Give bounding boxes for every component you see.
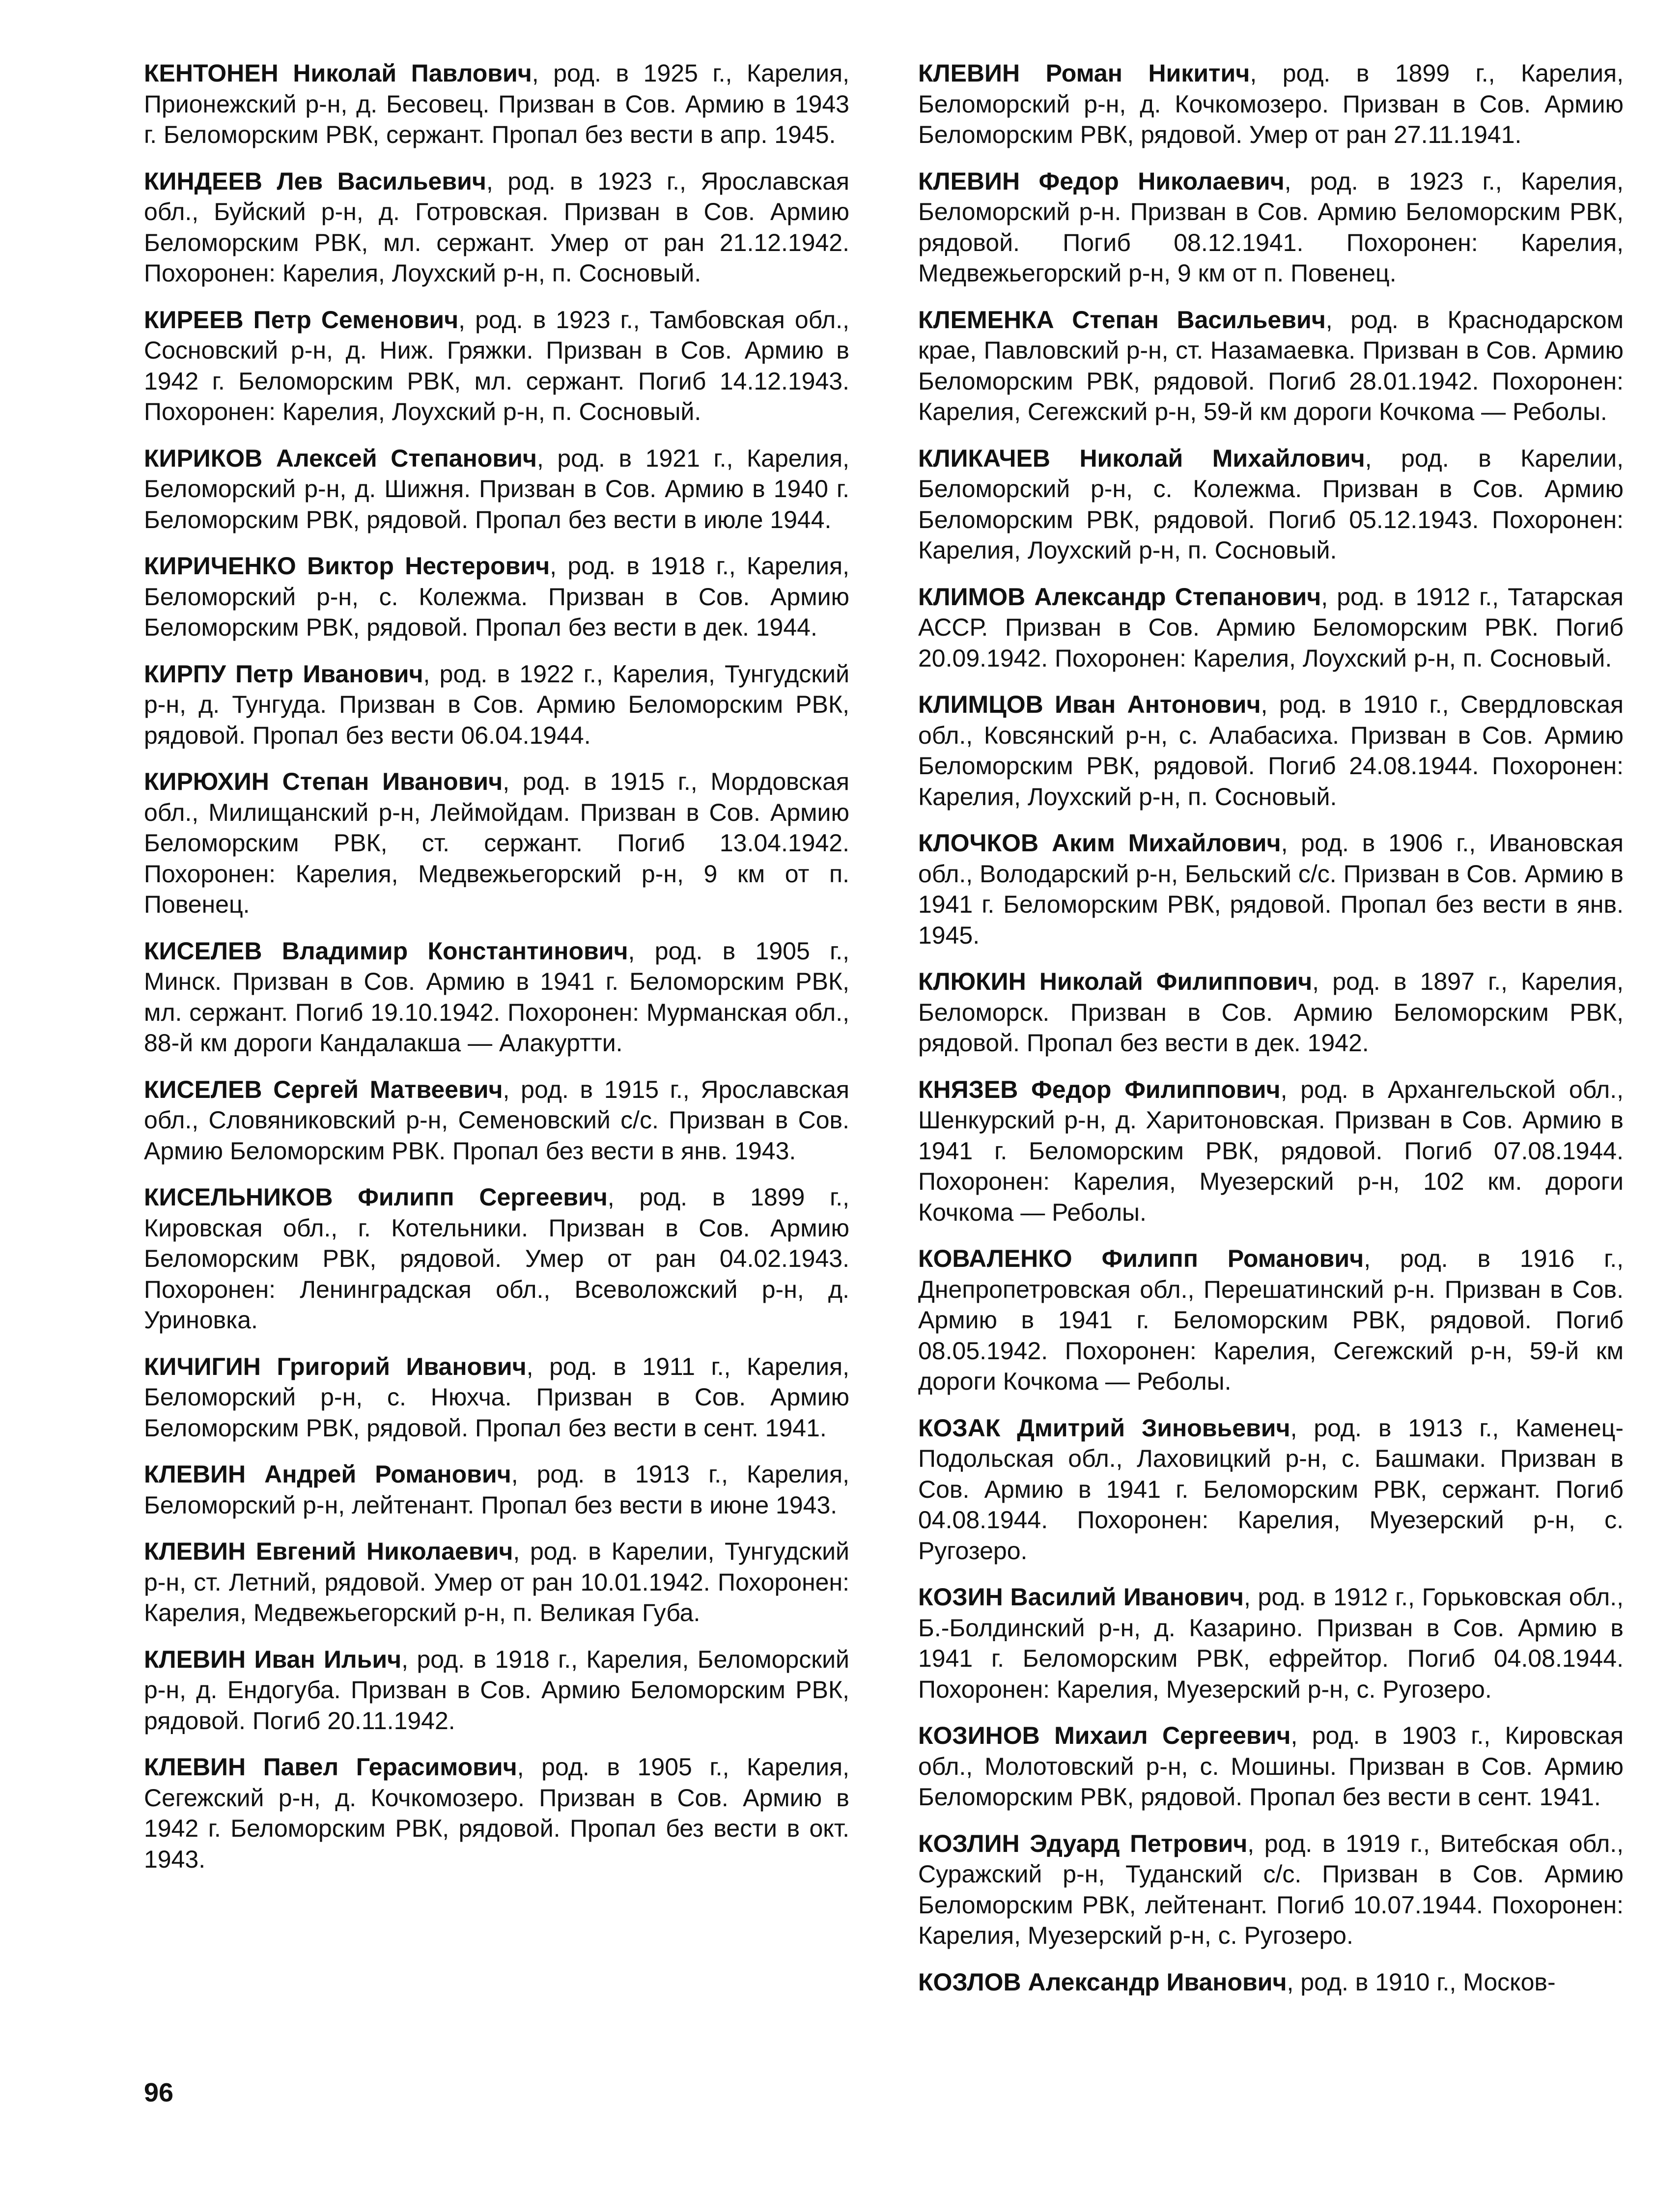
left-column — [144, 58, 849, 1890]
entry — [144, 766, 849, 920]
entry-name: КИЧИГИН Григорий Иванович — [144, 1352, 527, 1380]
entry — [144, 305, 849, 427]
entry-name: КИСЕЛЕВ Сергей Матвеевич — [144, 1075, 503, 1103]
entry-text: , род. в 1922 г., Карелия, Тунгудский р-н, д. Тунгуда. Призван в Сов. Армию Беломорским РВК, рядовой. Пропал без вести 06.04.1944. — [144, 660, 850, 749]
entry-text: , род. в 1910 г., Москов- — [1287, 1968, 1556, 1996]
entry-text: , род. в 1905 г., Минск. Призван в Сов. Армию в 1941 г. Беломорским РВК, мл. сержант. Погиб 19.10.1942. Похоронен: Мурманская обл., 88-й км дороги Кандалакша — Алакуртти. — [144, 937, 849, 1057]
entry-name: КИРЮХИН Степан Иванович — [144, 768, 503, 795]
page-number: 96 — [144, 2078, 174, 2107]
entry-text: , род. в 1912 г., Татарская АССР. Призван в Сов. Армию Беломорским РВК. Погиб 20.09.1942. Похоронен: Карелия, Лоухский р-н, п. Сосновый. — [918, 583, 1624, 672]
entry — [918, 58, 1624, 150]
entry-name: КЛИМОВ Александр Степанович — [918, 583, 1321, 611]
entry — [918, 689, 1624, 812]
entry-name: КОЗАК Дмитрий Зиновьевич — [918, 1414, 1290, 1442]
entry-text: , род. в Карелии, Беломорский р-н, с. Колежма. Призван в Сов. Армию Беломорским РВК, рядовой. Погиб 05.12.1943. Похоронен: Карелия, Лоухский р-н, п. Сосновый. — [918, 444, 1624, 564]
entry-name: КЛЕВИН Роман Никитич — [918, 59, 1250, 87]
entry — [918, 1720, 1624, 1813]
entry-name: КЛОЧКОВ Аким Михайлович — [918, 829, 1281, 857]
entry — [144, 443, 849, 535]
entry — [918, 966, 1624, 1059]
entry — [918, 1967, 1624, 1998]
entry-text: , род. в 1925 г., Карелия, Прионежский р-н, д. Бесовец. Призван в Сов. Армию в 1943 г. Беломорским РВК, сержант. Пропал без вести в апр. 1945. — [144, 59, 849, 148]
entry-name: КОЗИНОВ Михаил Сергеевич — [918, 1722, 1291, 1749]
entry-name: КИНДЕЕВ Лев Васильевич — [144, 167, 486, 195]
entry — [918, 1582, 1624, 1705]
entry — [144, 936, 849, 1059]
entry-text: , род. в 1923 г., Ярославская обл., Буйский р-н, д. Готровская. Призван в Сов. Армию Беломорским РВК, мл. сержант. Умер от ран 21.12.1942. Похоронен: Карелия, Лоухский р-н, п. Сосновый. — [144, 167, 849, 287]
entry-text: , род. в 1915 г., Ярославская обл., Словяниковский р-н, Семеновский с/с. Призван в Сов. Армию Беломорским РВК. Пропал без вести в янв. 1943. — [144, 1075, 849, 1165]
entry-name: КЛЕВИН Евгений Николаевич — [144, 1538, 513, 1565]
entry — [918, 1828, 1624, 1951]
entry — [918, 1243, 1624, 1397]
entry-text: , род. в 1899 г., Карелия, Беломорский р-н, д. Кочкомозеро. Призван в Сов. Армию Беломорским РВК, рядовой. Умер от ран 27.11.1941. — [918, 59, 1624, 148]
entry-text: , род. в 1916 г., Днепропетровская обл., Перешатинский р-н. Призван в Сов. Армию в 1941 г. Беломорским РВК, рядовой. Погиб 08.05.1942. Похоронен: Карелия, Сегежский р-н, 59-й км дороги Кочкома — Реболы. — [918, 1245, 1624, 1395]
entry-name: КЛЮКИН Николай Филиппович — [918, 968, 1313, 995]
entry-name: КИРЕЕВ Петр Семенович — [144, 306, 459, 334]
entry-text: , род. в 1903 г., Кировская обл., Молотовский р-н, с. Мошины. Призван в Сов. Армию Беломорским РВК, рядовой. Пропал без вести в сент. 1941. — [918, 1722, 1624, 1811]
entry-name: КЛЕВИН Иван Ильич — [144, 1645, 402, 1673]
entry-name: КИРИКОВ Алексей Степанович — [144, 444, 537, 472]
entry — [144, 551, 849, 643]
entry-name: КЛЕВИН Павел Герасимович — [144, 1753, 517, 1781]
entry-name: КЛИКАЧЕВ Николай Михайлович — [918, 444, 1365, 472]
entry-text: , род. в 1923 г., Тамбовская обл., Сосновский р-н, д. Ниж. Гряжки. Призван в Сов. Армию в 1942 г. Беломорским РВК, мл. сержант. Погиб 14.12.1943. Похоронен: Карелия, Лоухский р-н, п. Сосновый. — [144, 306, 849, 425]
entry-name: КОЗЛИН Эдуард Петрович — [918, 1829, 1248, 1857]
entry — [144, 1459, 849, 1520]
entry — [144, 1351, 849, 1444]
entry — [144, 166, 849, 289]
entry-name: КЛЕВИН Андрей Романович — [144, 1460, 511, 1488]
entry-text: , род. в 1899 г., Кировская обл., г. Котельники. Призван в Сов. Армию Беломорским РВК, рядовой. Умер от ран 04.02.1943. Похоронен: Ленинградская обл., Всеволожский р-н, д. Уриновка. — [144, 1183, 849, 1334]
entry — [144, 1182, 849, 1336]
entry — [918, 1413, 1624, 1567]
entry-name: КЛИМЦОВ Иван Антонович — [918, 691, 1261, 718]
entry-name: КЕНТОНЕН Николай Павлович — [144, 59, 532, 87]
entry — [144, 1752, 849, 1875]
entry — [918, 305, 1624, 427]
right-column — [918, 58, 1624, 2013]
entry — [918, 1074, 1624, 1228]
entry-name: КЛЕМЕНКА Степан Васильевич — [918, 306, 1326, 334]
entry-name: КЛЕВИН Федор Николаевич — [918, 167, 1285, 195]
entry-text: , род. в Краснодарском крае, Павловский р-н, ст. Назамаевка. Призван в Сов. Армию Беломорским РВК, рядовой. Погиб 28.01.1942. Похоронен: Карелия, Сегежский р-н, 59-й км дороги Кочкома — Реболы. — [918, 306, 1624, 425]
entry-text: , род. в 1897 г., Карелия, Беломорск. Призван в Сов. Армию Беломорским РВК, рядовой. Пропал без вести в дек. 1942. — [918, 968, 1624, 1057]
entry-text: , род. в 1906 г., Ивановская обл., Володарский р-н, Бельский с/с. Призван в Сов. Армию в 1941 г. Беломорским РВК, рядовой. Пропал без вести в янв. 1945. — [918, 829, 1624, 949]
entry-text: , род. в 1919 г., Витебская обл., Суражский р-н, Туданский с/с. Призван в Сов. Армию Беломорским РВК, лейтенант. Погиб 10.07.1944. Похоронен: Карелия, Муезерский р-н, с. Ругозеро. — [918, 1829, 1624, 1949]
entry-name: КНЯЗЕВ Федор Филиппович — [918, 1075, 1281, 1103]
entry-name: КИРИЧЕНКО Виктор Нестерович — [144, 552, 550, 580]
entry-name: КОЗЛОВ Александр Иванович — [918, 1968, 1287, 1996]
entry — [144, 1644, 849, 1736]
entry — [144, 1536, 849, 1628]
entry — [144, 659, 849, 751]
entry-text: , род. в 1915 г., Мордовская обл., Милищанский р-н, Леймойдам. Призван в Сов. Армию Беломорским РВК, ст. сержант. Погиб 13.04.1942. Похоронен: Карелия, Медвежьегорский р-н, 9 км от п. Повенец. — [144, 768, 849, 918]
entry-text: , род. в 1910 г., Свердловская обл., Ковсянский р-н, с. Алабасиха. Призван в Сов. Армию Беломорским РВК, рядовой. Погиб 24.08.1944. Похоронен: Карелия, Лоухский р-н, п. Сосновый. — [918, 691, 1624, 811]
entry-name: КОВАЛЕНКО Филипп Романович — [918, 1245, 1364, 1272]
entry-text: , род. в 1921 г., Карелия, Беломорский р-н, д. Шижня. Призван в Сов. Армию в 1940 г. Беломорским РВК, рядовой. Пропал без вести в июле 1944. — [144, 444, 849, 533]
entry — [918, 443, 1624, 566]
entry — [918, 582, 1624, 674]
entry-text: , род. в 1911 г., Карелия, Беломорский р-н, с. Нюхча. Призван в Сов. Армию Беломорским РВК, рядовой. Пропал без вести в сент. 1941. — [144, 1352, 849, 1442]
entry-name: КИСЕЛЬНИКОВ Филипп Сергеевич — [144, 1183, 608, 1211]
entry-text: , род. в 1918 г., Карелия, Беломорский р-н, с. Колежма. Призван в Сов. Армию Беломорским РВК, рядовой. Пропал без вести в дек. 1944. — [144, 552, 849, 641]
entry-text: , род. в Архангельской обл., Шенкурский р-н, д. Харитоновская. Призван в Сов. Армию в 1941 г. Беломорским РВК, рядовой. Погиб 07.08.1944. Похоронен: Карелия, Муезерский р-н, 102 км. дороги Кочкома — Реболы. — [918, 1075, 1624, 1226]
entry — [144, 1074, 849, 1167]
entry-name: КИРПУ Петр Иванович — [144, 660, 423, 688]
entry-name: КИСЕЛЕВ Владимир Константинович — [144, 937, 628, 965]
entry — [918, 166, 1624, 289]
entry-text: , род. в Карелии, Тунгудский р-н, ст. Летний, рядовой. Умер от ран 10.01.1942. Похоронен: Карелия, Медвежьегорский р-н, п. Великая Губа. — [144, 1538, 849, 1626]
entry-text: , род. в 1918 г., Карелия, Беломорский р-н, д. Ендогуба. Призван в Сов. Армию Беломорским РВК, рядовой. Погиб 20.11.1942. — [144, 1645, 849, 1735]
entry-text: , род. в 1912 г., Горьковская обл., Б.-Болдинский р-н, д. Казарино. Призван в Сов. Армию в 1941 г. Беломорским РВК, ефрейтор. Погиб 04.08.1944. Похоронен: Карелия, Муезерский р-н, с. Ругозеро. — [918, 1583, 1624, 1703]
entry-text: , род. в 1913 г., Каменец-Подольская обл., Лаховицкий р-н, с. Башмаки. Призван в Сов. Армию в 1941 г. Беломорским РВК, сержант. Погиб 04.08.1944. Похоронен: Карелия, Муезерский р-н, с. Ругозеро. — [918, 1414, 1624, 1565]
entry — [918, 828, 1624, 951]
entry — [144, 58, 849, 150]
entry-text: , род. в 1923 г., Карелия, Беломорский р-н. Призван в Сов. Армию Беломорским РВК, рядовой. Погиб 08.12.1941. Похоронен: Карелия, Медвежьегорский р-н, 9 км от п. Повенец. — [918, 167, 1624, 287]
entry-name: КОЗИН Василий Иванович — [918, 1583, 1244, 1611]
entry-text: , род. в 1913 г., Карелия, Беломорский р-н, лейтенант. Пропал без вести в июне 1943. — [144, 1460, 850, 1519]
entry-text: , род. в 1905 г., Карелия, Сегежский р-н, д. Кочкомозеро. Призван в Сов. Армию в 1942 г. Беломорским РВК, рядовой. Пропал без вести в окт. 1943. — [144, 1753, 849, 1873]
